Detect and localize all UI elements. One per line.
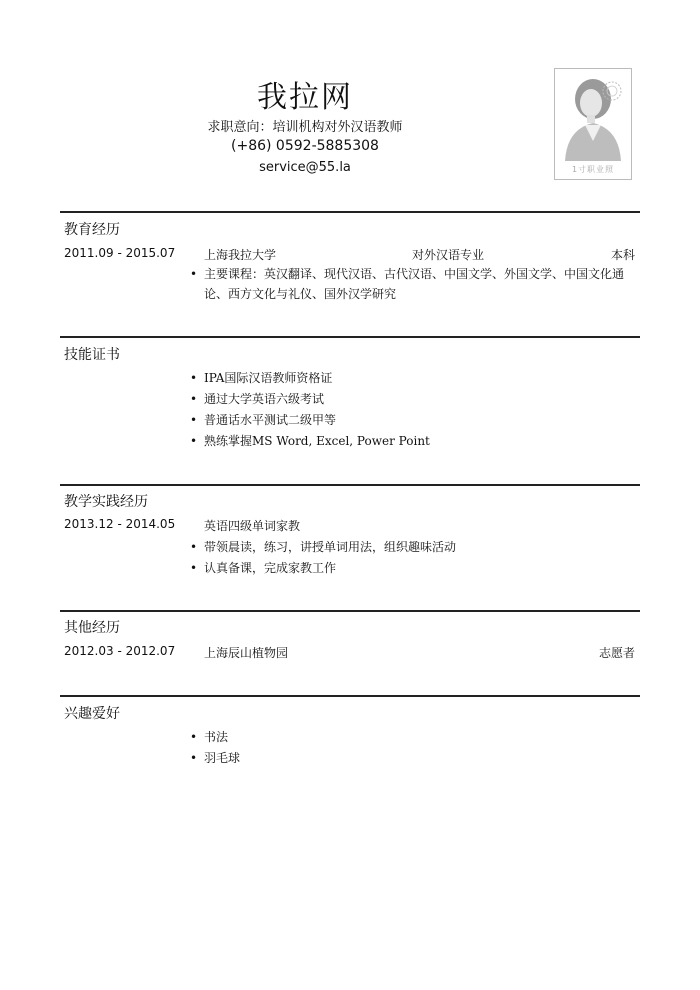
- section-divider: [60, 695, 640, 697]
- teaching-item: 带领晨读，练习，讲授单词用法，组织趣味活动: [204, 540, 457, 554]
- other-date: 2012.03 - 2012.07: [64, 644, 176, 658]
- section-title-teaching: 教学实践经历: [64, 494, 148, 510]
- other-place: 上海辰山植物园: [204, 646, 289, 660]
- education-major: 对外汉语专业: [412, 248, 485, 262]
- hobby-item: 书法: [204, 730, 229, 744]
- list-item: [190, 368, 630, 388]
- education-courses: 主要课程：英汉翻译、现代汉语、古代汉语、中国文学、外国文学、中国文化通论、西方文化与礼仪、国外汉学研究: [204, 267, 625, 301]
- skill-item: IPA国际汉语教师资格证: [204, 371, 333, 385]
- other-role: 志愿者: [598, 646, 635, 660]
- list-item: [190, 389, 630, 409]
- portrait-icon: [555, 69, 631, 165]
- section-divider: [60, 610, 640, 612]
- section-divider: [60, 211, 640, 213]
- list-item: [190, 537, 630, 557]
- section-title-education: 教育经历: [64, 222, 120, 238]
- list-item: [190, 264, 630, 304]
- skill-item: 普通话水平测试二级甲等: [204, 413, 337, 427]
- phone-number: (+86) 0592-5885308: [231, 138, 379, 154]
- education-school: 上海我拉大学: [204, 248, 277, 262]
- hobby-item: 羽毛球: [204, 751, 241, 765]
- list-item: [190, 431, 630, 451]
- photo-label: 1寸职业照: [571, 165, 615, 174]
- resume-name: 我拉网: [257, 80, 353, 115]
- education-degree: 本科: [610, 248, 635, 262]
- section-title-hobbies: 兴趣爱好: [64, 706, 120, 722]
- job-intent: 求职意向：培训机构对外汉语教师: [207, 120, 403, 135]
- list-item: [190, 410, 630, 430]
- education-date: 2011.09 - 2015.07: [64, 246, 176, 260]
- section-title-skills: 技能证书: [64, 347, 120, 363]
- photo-placeholder: [554, 68, 632, 180]
- list-item: [190, 727, 630, 747]
- section-divider: [60, 336, 640, 338]
- list-item: [190, 558, 630, 578]
- teaching-date: 2013.12 - 2014.05: [64, 517, 176, 531]
- list-item: [190, 748, 630, 768]
- skill-item: 熟练掌握MS Word, Excel, Power Point: [204, 434, 430, 448]
- teaching-role: 英语四级单词家教: [204, 519, 301, 533]
- teaching-item: 认真备课，完成家教工作: [204, 561, 337, 575]
- section-divider: [60, 484, 640, 486]
- section-title-other: 其他经历: [64, 620, 120, 636]
- email-address: service@55.la: [259, 160, 351, 175]
- skill-item: 通过大学英语六级考试: [204, 392, 325, 406]
